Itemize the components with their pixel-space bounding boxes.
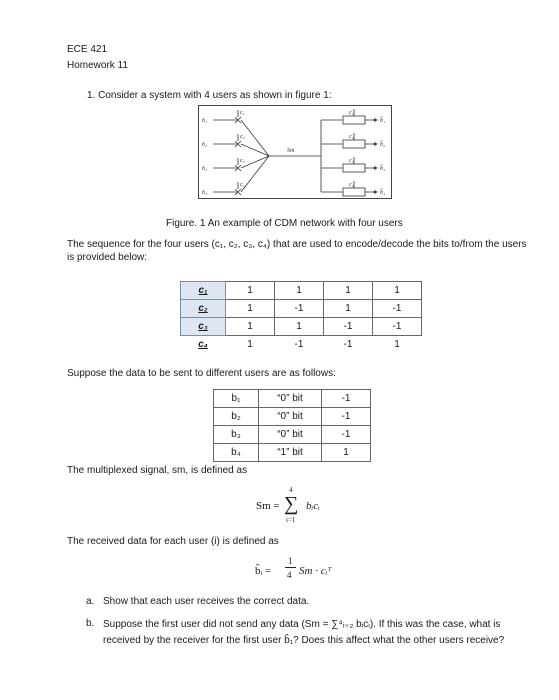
table-cell: -1 [324,336,373,354]
table-row [181,300,422,318]
part-a-text: Show that each user receives the correct data. [103,596,310,607]
code-label: c₁ [181,282,226,300]
value-cell: 1 [322,444,371,462]
decode-c4: c₄ [349,182,354,188]
eq1-upper: 4 [289,486,293,494]
table-row [181,282,422,300]
code-c2: c₂ [240,134,245,140]
table-cell: 1 [324,300,373,318]
code-table [180,281,422,353]
bit-cell: “0” bit [259,426,322,444]
question-intro: 1. Consider a system with 4 users as shown in figure 1: [87,90,332,101]
figure-caption: Figure. 1 An example of CDM network with four users [166,218,403,229]
table-cell: 1 [324,282,373,300]
eq2-rhs: Sm · cᵢᵀ [299,565,332,577]
sequence-text: The sequence for the four users (c₁, c₂, c₃, c₄) that are used to encode/decode the bits to/from the users is provided below: [67,239,527,263]
table-cell: -1 [373,318,422,336]
table-row [181,336,422,354]
table-cell: 1 [226,336,275,354]
data-intro: Suppose the data to be sent to different users are as follows: [67,368,336,379]
part-b-letter: b. [86,618,95,629]
output-b1: b̂₁ [380,118,386,124]
bit-cell: “0” bit [259,408,322,426]
code-label: c₄ [181,336,226,354]
eq2-lhs: b̂ᵢ = [255,565,272,577]
user-cell: b₃ [214,426,259,444]
table-cell: -1 [275,300,324,318]
input-b2: b₂ [202,142,208,148]
bit-cell: “0” bit [259,390,322,408]
table-cell: 1 [275,318,324,336]
output-b4: b̂₄ [380,190,386,196]
table-row [181,318,422,336]
received-text: The received data for each user (i) is defined as [67,536,279,547]
table-cell: -1 [275,336,324,354]
input-b4: b₄ [202,190,208,196]
part-a-letter: a. [86,596,95,607]
eq2-num: 1 [288,556,293,566]
code-c3: c₃ [240,158,245,164]
table-cell: -1 [373,300,422,318]
table-cell: 1 [226,318,275,336]
decode-c2: c₂ [349,134,354,140]
table-row [214,390,371,408]
input-b1: b₁ [202,118,208,124]
value-cell: -1 [322,390,371,408]
value-cell: -1 [322,426,371,444]
user-cell: b₁ [214,390,259,408]
user-cell: b₂ [214,408,259,426]
table-cell: 1 [226,300,275,318]
table-cell: 1 [373,336,422,354]
eq1-term: bᵢcᵢ [306,500,320,512]
decode-c3: c₃ [349,158,354,164]
user-cell: b₄ [214,444,259,462]
table-cell: 1 [275,282,324,300]
table-cell: 1 [226,282,275,300]
output-b3: b̂₃ [380,166,386,172]
code-label: c₃ [181,318,226,336]
fraction-bar [285,567,296,568]
eq2-den: 4 [287,570,292,580]
eq1-sigma: ∑ [284,493,299,515]
code-label: c₂ [181,300,226,318]
output-b2: b̂₂ [380,142,386,148]
sum-label: Sm [287,148,295,154]
input-b3: b₃ [202,166,208,172]
table-cell: 1 [373,282,422,300]
eq1-lhs: Sm = [256,500,280,512]
decode-c1: c₁ [349,110,354,116]
multiplexed-text: The multiplexed signal, sm, is defined as [67,465,248,476]
table-cell: -1 [324,318,373,336]
course-title: ECE 421 [67,44,108,55]
value-cell: -1 [322,408,371,426]
code-c4: c₄ [240,182,245,188]
code-c1: c₁ [240,110,245,116]
part-b-text: Suppose the first user did not send any data (Sm = ∑⁴ᵢ₌₂ bᵢcᵢ). If this was the case, what is received by the receiver for the first user b̂₁? Does this affect what the other users receive? [103,619,505,646]
bit-cell: “1” bit [259,444,322,462]
assignment-title: Homework 11 [67,60,128,71]
data-table [213,389,371,462]
table-row [214,444,371,462]
table-row [214,408,371,426]
table-row [214,426,371,444]
cdm-diagram [199,106,391,198]
cdm-network-figure [198,105,392,199]
eq1-lower: i=1 [286,516,296,524]
